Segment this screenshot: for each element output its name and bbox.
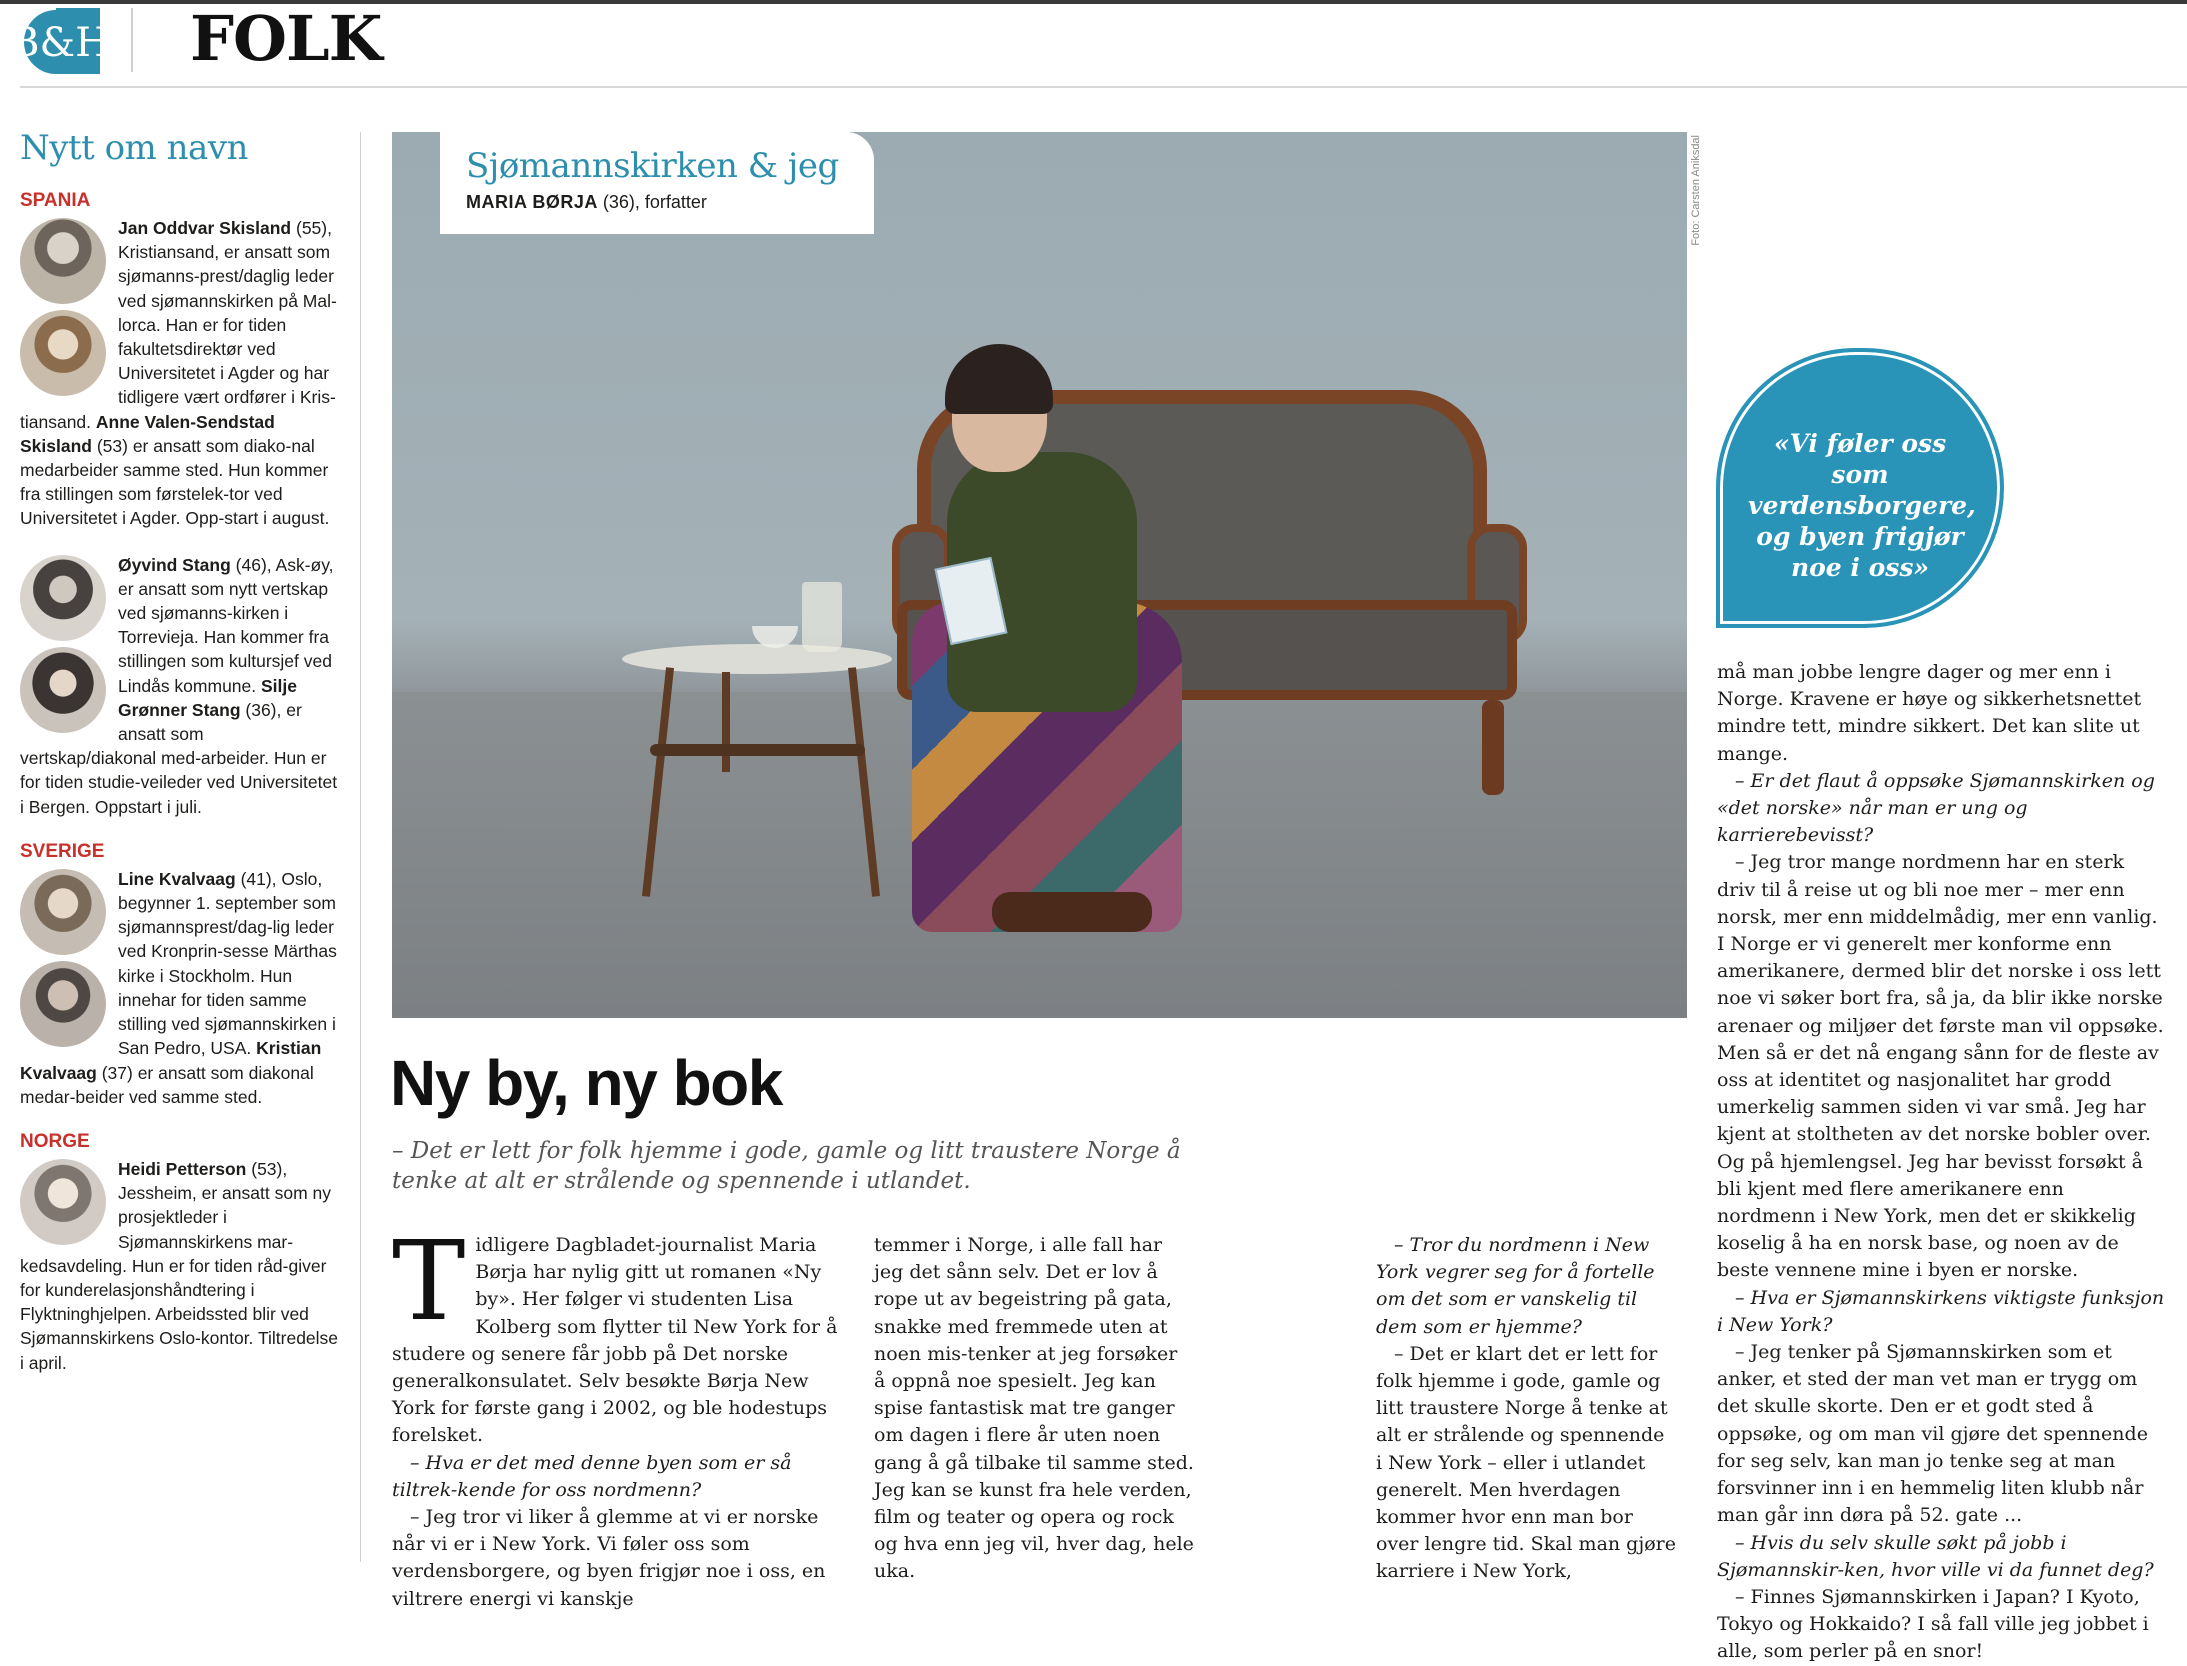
sidebar-entry — [20, 867, 340, 1109]
woman-hair — [945, 344, 1053, 414]
sidebar-entry — [20, 553, 340, 819]
sidebar-entry — [20, 216, 340, 531]
logo-text: B&H — [10, 20, 110, 66]
interview-answer: – Jeg tror mange nordmenn har en sterk driv til å reise ut og bli noe mer – mer enn norsk, mer enn middelmådig, mer enn vanlig. I Norge er vi generelt mer konforme enn amerikanere, dermed blir det norske i oss lett noe vi søker bort fra, så ja, da blir ikke norske arenaer og miljøer det første man vil oppsøke. Men så er det nå engang sånn for de fleste av oss at identitet og nasjonalitet har grodd umerkelig sammen siden vi var små. Jeg har kjent at stoltheten av det norske bobler over. Og på hjemlengsel. Jeg har bevisst forsøkt å bli kjent med flere amerikanere enn nordmenn i New York, men det er skikkelig koselig å ha en norsk base, og noen av de beste vennene mine i byen er norske. — [1717, 851, 2164, 1282]
sidebar-region-heading: SVERIGE — [20, 840, 105, 862]
feature-photo — [392, 132, 1687, 1018]
sidebar-region-heading: NORGE — [20, 1130, 90, 1152]
woman-feet — [992, 892, 1152, 932]
person-name: Jan Oddvar Skisland — [118, 218, 292, 238]
first-paragraph: idligere Dagbladet-journalist Maria Børja har nylig gitt ut romanen «Ny by». Her følger vi studenten Lisa Kolberg som flytter til New York for å studere og senere får jobb på Det norske generalkonsulatet. Selv besøkte Børja New York for første gang i 2002, og ble hodestups forelsket. — [392, 1234, 838, 1447]
body-column-4 — [1717, 659, 2167, 1666]
interview-question: – Hvis du selv skulle søkt på jobb i Sjømannskir-ken, hvor ville vi da funnet deg? — [1717, 1531, 2154, 1581]
avatar — [20, 647, 106, 733]
table-shelf — [650, 744, 865, 756]
body-column-3 — [1376, 1232, 1676, 1586]
table-leg — [722, 672, 730, 772]
avatar — [20, 555, 106, 641]
sidebar-region-heading: SPANIA — [20, 190, 91, 211]
header-rule — [20, 86, 2187, 88]
person-name: Heidi Petterson — [118, 1158, 247, 1179]
column-divider — [360, 132, 361, 1562]
pull-quote-bubble — [1716, 348, 2004, 628]
interview-question: – Tror du nordmenn i New York vegrer seg for å fortelle om det som er vanskelig til dem som er hjemme? — [1376, 1234, 1655, 1338]
section-title: FOLK — [190, 2, 382, 75]
entry-text: (55), Kristiansand, er ansatt som sjømanns-prest/daglig leder ved sjømannskirken på Mal-lorca. Han er for tiden fakultetsdirektør ved Universitetet i Agder og har tidligere vært ordfører i Kris-tiansand. — [20, 218, 337, 432]
avatar — [20, 1159, 106, 1245]
sidebar-title: Nytt om navn — [20, 128, 248, 168]
entry-text: (36), er ansatt som vertskap/diakonal med-arbeider. Hun er for tiden studie-veileder ved Universitetet i Bergen. Oppstart i juli. — [20, 699, 338, 817]
article-lead: – Det er lett for folk hjemme i gode, gamle og litt traustere Norge å tenke at alt er strålende og spennende i utlandet. — [392, 1138, 1181, 1194]
interviewee-detail: (36), forfatter — [597, 192, 707, 212]
photo-credit: Foto: Carsten Aniksdal — [1690, 135, 1702, 246]
interview-answer: – Det er klart det er lett for folk hjemme i gode, gamle og litt traustere Norge å tenke at alt er strålende og spennende i New York – eller i utlandet generelt. Men hverdagen kommer hvor enn man bor over lengre tid. Skal man gjøre karriere i New York, — [1376, 1342, 1676, 1583]
avatar — [20, 218, 106, 304]
article-headline: Ny by, ny bok — [390, 1047, 782, 1119]
body-column-1 — [392, 1217, 842, 1613]
avatar — [20, 961, 106, 1047]
entry-text: (41), Oslo, begynner 1. september som sjømannsprest/dag-lig leder ved Kronprin-sesse Märthas kirke i Stockholm. Hun innehar for tiden samme stilling ved sjømannskirken i San Pedro, USA. — [118, 868, 337, 1059]
interviewee-name: MARIA BØRJA — [466, 192, 598, 212]
avatar — [20, 869, 106, 955]
header-divider — [131, 8, 133, 72]
person-name: Øyvind Stang — [118, 554, 231, 575]
body-paragraph — [392, 1217, 842, 1450]
body-paragraph: temmer i Norge, i alle fall har jeg det sånn selv. Det er lov å rope ut av begeistring på gata, snakke med fremmede uten at noen mis-tenker at jeg forsøker å oppnå noe spesielt. Jeg kan spise fantastisk mat tre ganger om dagen i flere år uten noen gang å gå tilbake til samme sted. Jeg kan se kunst fra hele verden, film og teater og opera og rock og hva enn jeg vil, hver dag, hele uka. — [874, 1234, 1194, 1583]
interview-answer: – Jeg tenker på Sjømannskirken som et anker, et sted der man vet man er trygg om det skulle skorte. Den er et godt sted å oppsøke, og om man vil gjøre det spennende for seg selv, kan man jo tenke seg at man forsvinner inn i en hemmelig liten klubb når man går inn døra på 52. gate ... — [1717, 1341, 2148, 1527]
interview-question: – Hva er det med denne byen som er så tiltrek-kende for oss nordmenn? — [392, 1451, 792, 1501]
pull-quote-text: «Vi føler oss som verdensborgere, og byen frigjør noe i oss» — [1748, 429, 1976, 582]
entry-text: (46), Ask-øy, er ansatt som nytt vertskap ved sjømanns-kirken i Torrevieja. Han kommer fra stillingen som kultursjef ved Lindås kommune. — [118, 554, 334, 696]
avatar — [20, 310, 106, 396]
person-name: Line Kvalvaag — [118, 868, 236, 889]
body-paragraph: må man jobbe lengre dager og mer enn i Norge. Kravene er høye og sikkerhetsnettet mindre tett, mindre sikkert. Det kan slite ut mange. — [1717, 661, 2142, 765]
series-tab — [440, 132, 874, 234]
interview-question: – Er det flaut å oppsøke Sjømannskirken og «det norske» når man er ung og karrierebevisst? — [1717, 769, 2155, 847]
entry-text: (53) er ansatt som diako-nal medarbeider samme sted. Hun kommer fra stillingen som førstelek-tor ved Universitetet i Agder. Opp-start i august. — [20, 435, 330, 529]
interviewee — [466, 192, 874, 213]
interview-question: – Hva er Sjømannskirkens viktigste funksjon i New York? — [1717, 1286, 2165, 1336]
person-name: Anne Valen-Sendstad Skisland — [20, 411, 275, 456]
interview-answer: – Jeg tror vi liker å glemme at vi er norske når vi er i New York. Vi føler oss som verdensborgere, og byen frigjør noe i oss, en viltrere energi vi kanskje — [392, 1506, 826, 1610]
drop-cap: T — [392, 1217, 466, 1345]
entry-text: (37) er ansatt som diakonal medar-beider ved samme sted. — [20, 1062, 314, 1107]
glass — [802, 582, 842, 652]
body-column-2 — [874, 1232, 1194, 1586]
interview-answer: – Finnes Sjømannskirken i Japan? I Kyoto, Tokyo og Hokkaido? I så fall ville jeg jobbet i alle, som perler på en snor! — [1717, 1585, 2149, 1663]
sofa-leg — [1482, 700, 1504, 795]
entry-text: (53), Jessheim, er ansatt som ny prosjektleder i Sjømannskirkens mar-kedsavdeling. Hun er for tiden råd-giver for kunderelasjonshåndtering i Flyktninghjelpen. Arbeidssted blir ved Sjømannskirkens Oslo-kontor. Tiltredelse i april. — [20, 1158, 339, 1373]
news-sidebar — [20, 128, 340, 1397]
person-name: Kristian Kvalvaag — [20, 1038, 322, 1083]
series-title: Sjømannskirken & jeg — [466, 146, 839, 186]
bh-logo — [10, 4, 110, 76]
sidebar-entry — [20, 1157, 340, 1375]
person-name: Silje Grønner Stang — [118, 675, 297, 720]
